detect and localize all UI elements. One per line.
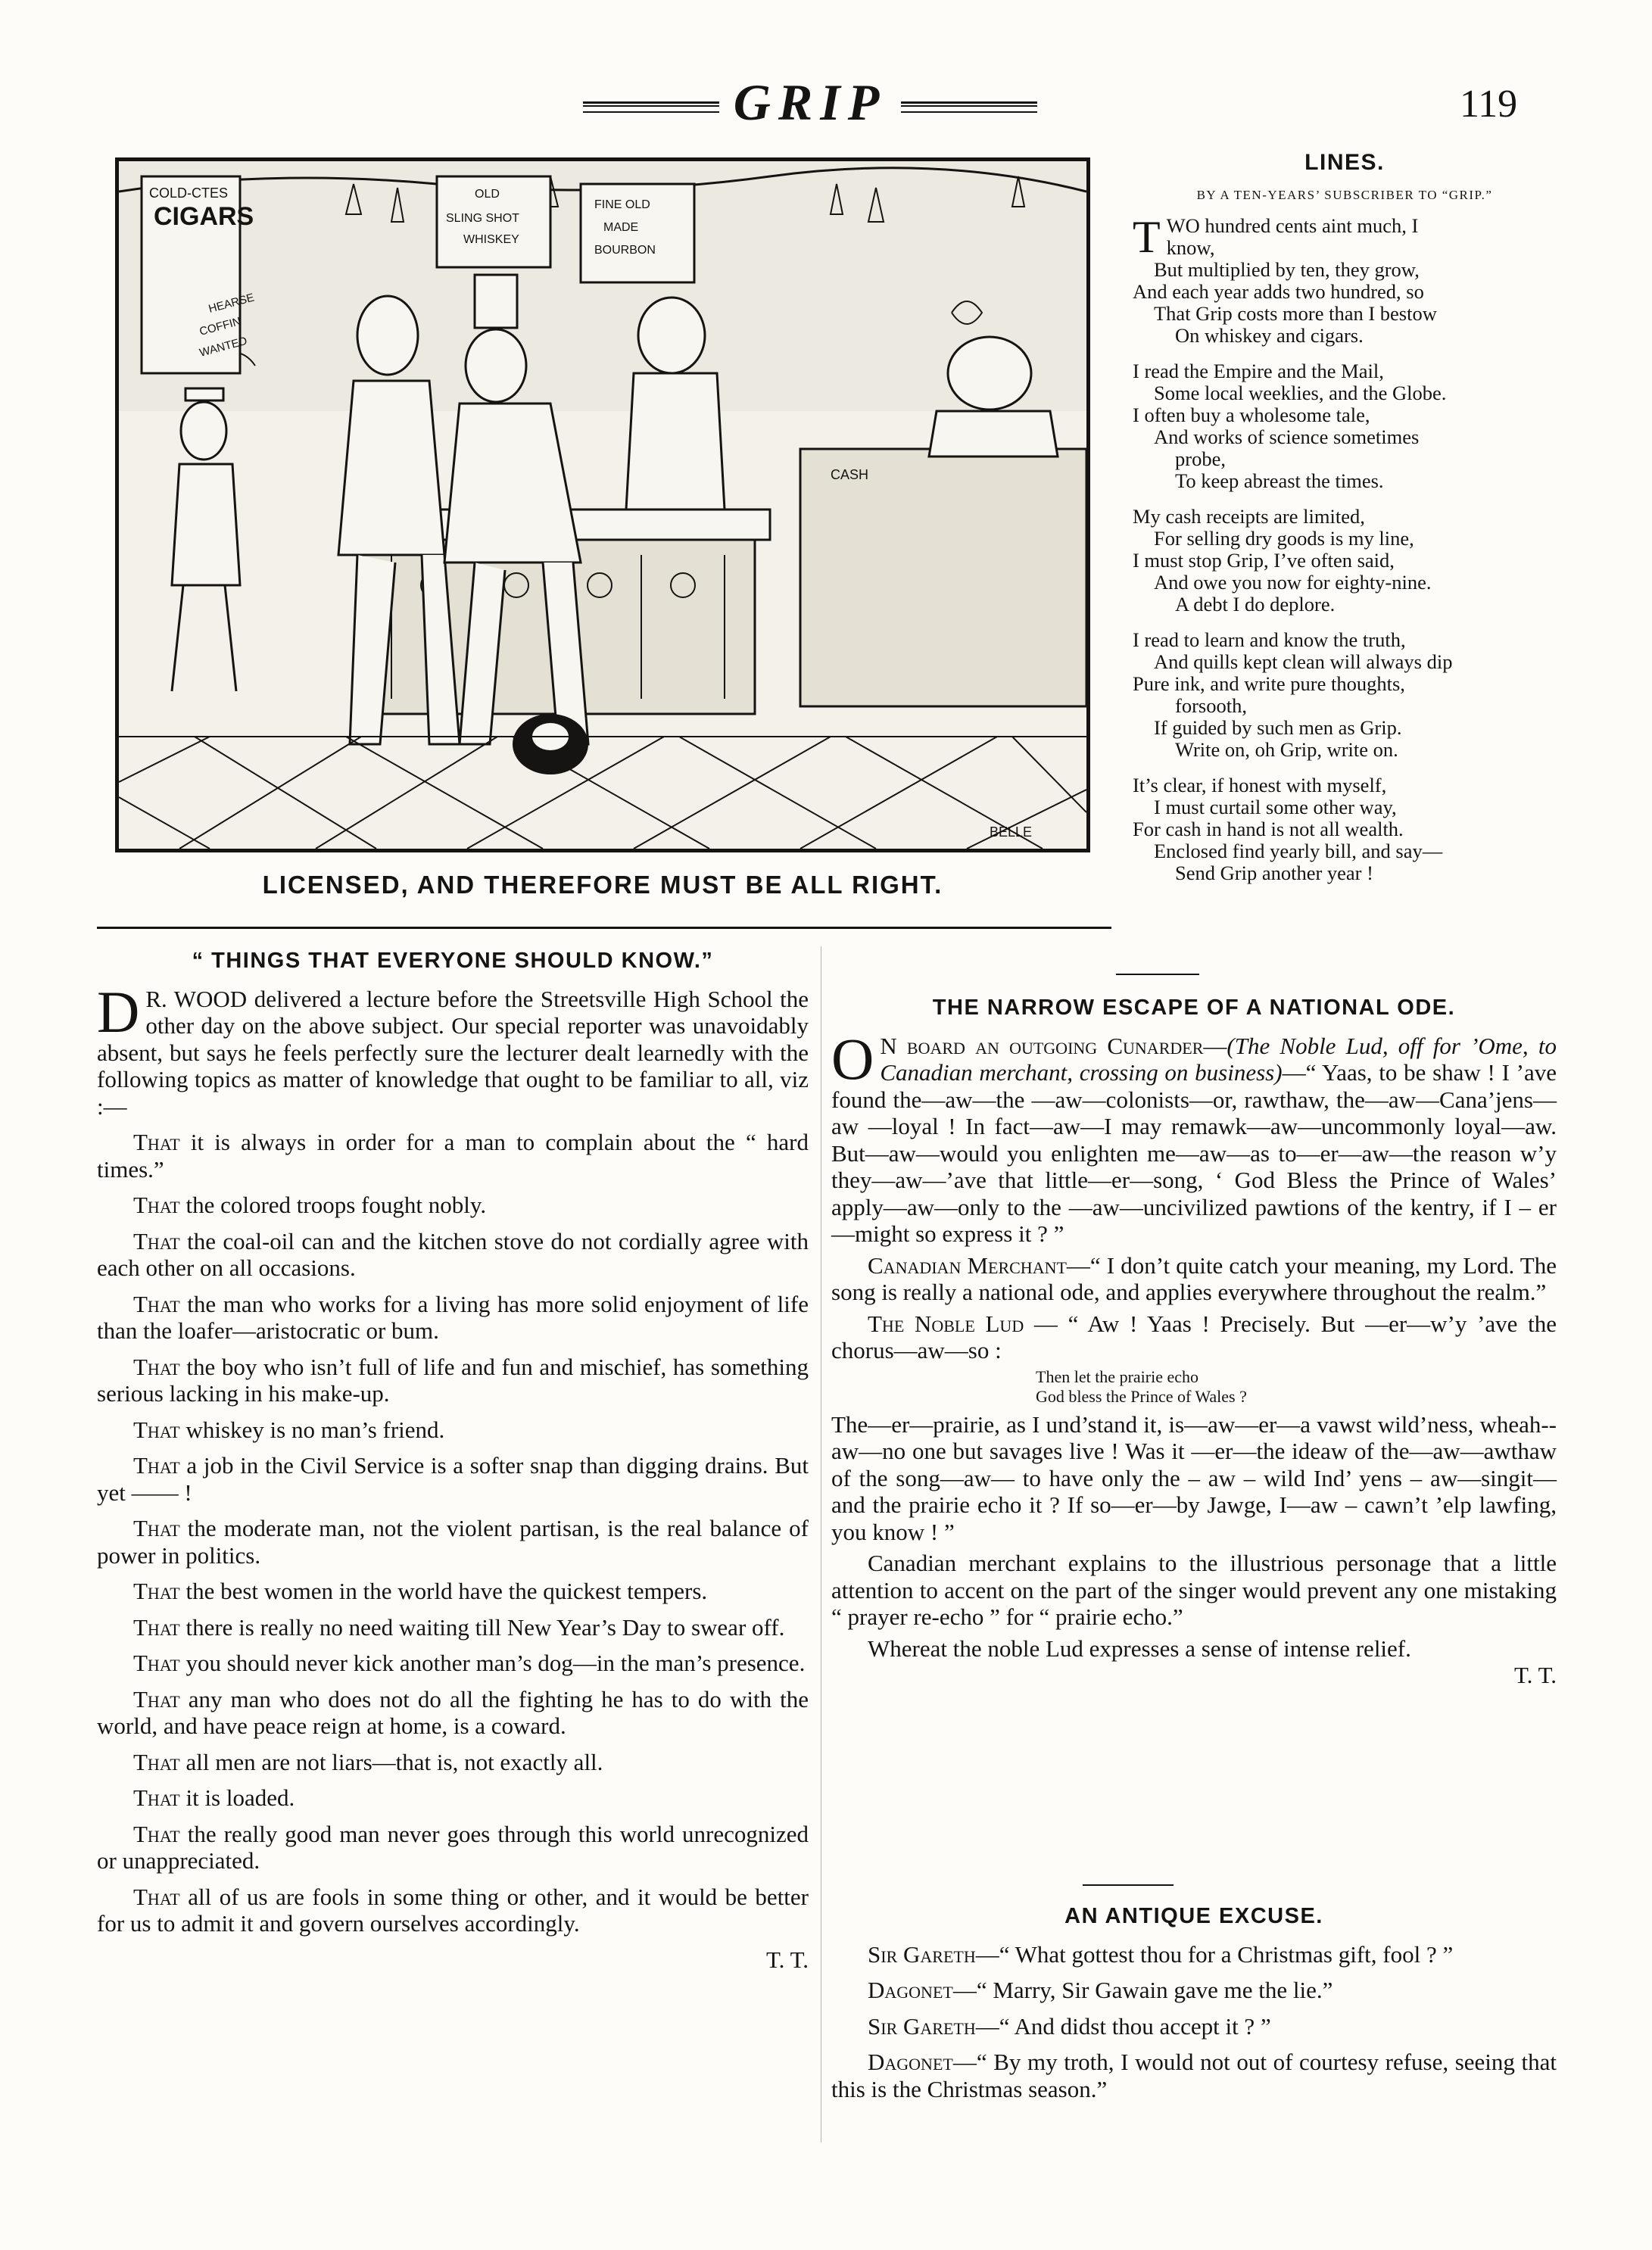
- things-item-lead: That: [133, 1416, 180, 1443]
- lines-verse-line: If guided by such men as Grip.: [1154, 716, 1402, 739]
- excuse-text: —“ And didst thou accept it ? ”: [975, 2012, 1271, 2040]
- things-item-text: the coal-oil can and the kitchen stove do not cordially agree with each other on all occasions.: [97, 1227, 809, 1281]
- ode-p3-text: — “ Aw ! Yaas ! Precisely. But —er—w’y ’ave the chorus—aw—so :: [831, 1310, 1557, 1363]
- things-item-lead: That: [133, 1650, 180, 1676]
- ode-p3-lead: The Noble Lud: [868, 1310, 1024, 1337]
- lines-verse-line: WO hundred cents aint much, I: [1166, 214, 1419, 237]
- things-article: [97, 948, 809, 1973]
- excuse-line: [831, 2013, 1557, 2040]
- cash-counter: [800, 449, 1086, 706]
- lines-verse-line: I read to learn and know the truth,: [1133, 628, 1406, 651]
- excuse-speaker: Sir Gareth: [868, 2012, 976, 2040]
- lines-stanzas: [1133, 212, 1557, 884]
- lines-byline: BY A TEN-YEARS’ SUBSCRIBER TO “GRIP.”: [1196, 188, 1493, 202]
- things-item: [97, 1784, 809, 1812]
- ode-verse-line: Then let the prairie echo: [1036, 1367, 1199, 1386]
- things-item: [97, 1192, 809, 1219]
- excuse-line: [831, 1977, 1557, 2004]
- things-item-lead: That: [133, 1227, 180, 1254]
- things-item-text: it is always in order for a man to complain about the “ hard times.”: [97, 1129, 809, 1183]
- excuse-speaker: Dagonet: [868, 1977, 953, 2003]
- cartoon-caption: LICENSED, AND THEREFORE MUST BE ALL RIGHT.: [262, 871, 943, 899]
- things-item-text: the best women in the world have the quickest tempers.: [179, 1578, 708, 1604]
- things-item-lead: That: [133, 1452, 180, 1479]
- lines-verse-line: For cash in hand is not all wealth.: [1133, 818, 1404, 840]
- lines-verse-line: My cash receipts are limited,: [1133, 505, 1365, 528]
- things-item-text: the really good man never goes through this world unrecognized or unappreciated.: [97, 1820, 809, 1874]
- lines-verse-line: forsooth,: [1175, 694, 1247, 717]
- things-item: [97, 1452, 809, 1506]
- things-item: [97, 1129, 809, 1183]
- lines-verse-line: Send Grip another year !: [1175, 862, 1373, 884]
- cigars-sign-text-1: COLD-CTES: [149, 185, 229, 201]
- lines-verse-line: I read the Empire and the Mail,: [1133, 360, 1384, 382]
- lines-verse-line: I must stop Grip, I’ve often said,: [1133, 549, 1395, 572]
- lines-verse-line: Write on, oh Grip, write on.: [1175, 738, 1398, 761]
- bourbon-sign-text-1: FINE OLD: [594, 198, 650, 211]
- things-item: [97, 1650, 809, 1677]
- masthead-title: GRIP: [733, 73, 887, 131]
- things-item-text: all men are not liars—that is, not exactly all.: [179, 1748, 603, 1775]
- things-item: [97, 1291, 809, 1345]
- lines-verse-line: And works of science sometimes: [1154, 425, 1420, 448]
- ode-p2-text: —“ I don’t quite catch your meaning, my Lord. The song is really a national ode, and applies everywhere throughout the realm.”: [831, 1251, 1557, 1305]
- things-item-lead: That: [133, 1129, 180, 1155]
- excuse-dialogue: [831, 1941, 1557, 2103]
- ode-article: [831, 995, 1557, 1689]
- ode-paragraph-3: [831, 1310, 1557, 1364]
- things-item-lead: That: [133, 1578, 180, 1604]
- ode-paragraph-6: Whereat the noble Lud expresses a sense of intense relief.: [868, 1635, 1411, 1662]
- things-item-text: a job in the Civil Service is a softer snap than digging drains. But yet —— !: [97, 1452, 809, 1506]
- section-rule: [1083, 1884, 1174, 1886]
- things-item-text: the man who works for a living has more solid enjoyment of life than the loafer—aristocratic or bum.: [97, 1290, 809, 1344]
- excuse-speaker: Dagonet: [868, 2049, 953, 2075]
- hearse-sign-text-1: HEARSE: [207, 291, 256, 316]
- things-item-lead: That: [133, 1290, 180, 1317]
- excuse-text: —“ What gottest thou for a Christmas gift, fool ? ”: [975, 1940, 1454, 1968]
- lines-poem: [1133, 151, 1557, 898]
- lines-verse-line: Enclosed find yearly bill, and say—: [1154, 840, 1443, 862]
- things-item: [97, 1515, 809, 1569]
- lines-verse-line: Some local weeklies, and the Globe.: [1154, 382, 1447, 404]
- things-item-text: the boy who isn’t full of life and fun and mischief, has something serious lacking in his make-up.: [97, 1353, 809, 1407]
- things-intro: [97, 978, 809, 1120]
- things-item-lead: That: [133, 1748, 180, 1775]
- things-item: [97, 1228, 809, 1282]
- lines-verse-line: And owe you now for eighty-nine.: [1154, 571, 1432, 594]
- things-item-lead: That: [133, 1685, 180, 1712]
- cartoon-rule: [97, 927, 1111, 929]
- lines-stanza: [1133, 360, 1557, 492]
- lines-verse-line: know,: [1166, 236, 1215, 259]
- things-intro-text: R. WOOD delivered a lecture before the Streetsville High School the other day on the above subject. Our special reporter was unavoidably absent, but says he feels perfectly sure the lecturer dealt learnedly with the following topics as matter of knowledge that ought to be familiar to all, viz :—: [97, 985, 809, 1120]
- excuse-speaker: Sir Gareth: [868, 1940, 976, 1968]
- masthead: [553, 73, 1068, 133]
- excuse-article: [831, 1903, 1557, 2111]
- lines-stanza: [1133, 506, 1557, 615]
- whiskey-sign-text-1: OLD: [475, 188, 500, 201]
- lines-verse-line: Pure ink, and write pure thoughts,: [1133, 672, 1405, 695]
- bourbon-sign-text-2: MADE: [603, 221, 639, 234]
- ode-signature: T. T.: [1514, 1662, 1557, 1688]
- lines-verse-line: It’s clear, if honest with myself,: [1133, 774, 1387, 796]
- hearse-sign-text-3: WANTED: [198, 334, 249, 360]
- lines-dropcap: T: [1133, 212, 1161, 262]
- excuse-text: —“ By my troth, I would not out of courtesy refuse, seeing that this is the Christmas season.”: [831, 2049, 1557, 2102]
- ode-paragraph-4: The—er—prairie, as I und’stand it, is—aw—er—a vawst wild’ness, wheah--aw—no one but savages live ! Was it —er—the ideaw of the—aw—awthaw of the song—aw— to have only the – aw – wild Ind’ yens – aw—singit—and the prairie echo it ? If so—er—by Jawge, I—aw – cawn’t ’elp lawfing, you know ! ”: [831, 1410, 1557, 1545]
- things-item: [97, 1821, 809, 1874]
- things-item-lead: That: [133, 1820, 180, 1847]
- things-item: [97, 1884, 809, 1937]
- things-item: [97, 1354, 809, 1407]
- lines-stanza: [1133, 629, 1557, 761]
- cash-sign-text: CASH: [831, 467, 869, 482]
- things-item: [97, 1614, 809, 1641]
- things-item-lead: That: [133, 1192, 180, 1218]
- things-item-text: all of us are fools in some thing or other, and it would be better for us to admit it and govern ourselves accordingly.: [97, 1883, 809, 1937]
- lines-verse-line: And quills kept clean will always dip: [1154, 650, 1453, 673]
- cartoon-drawing: [119, 161, 1086, 849]
- things-title: “ THINGS THAT EVERYONE SHOULD KNOW.”: [192, 949, 714, 973]
- things-item-lead: That: [133, 1613, 180, 1641]
- things-item-text: the moderate man, not the violent partisan, is the real balance of power in politics.: [97, 1515, 809, 1569]
- ode-paragraph-2: [831, 1252, 1557, 1306]
- things-item-text: you should never kick another man’s dog—in the man’s presence.: [179, 1650, 806, 1676]
- things-item-text: any man who does not do all the fighting he has to do with the world, and have peace reign at home, is a coward.: [97, 1685, 809, 1739]
- whiskey-sign-text-3: WHISKEY: [463, 233, 519, 246]
- lines-stanza: [1133, 212, 1557, 347]
- lines-verse-line: probe,: [1175, 447, 1226, 470]
- artist-signature: BELLE: [990, 824, 1033, 840]
- lines-verse-line: I often buy a wholesome tale,: [1133, 404, 1370, 426]
- lines-stanza: [1133, 774, 1557, 884]
- lines-verse-line: For selling dry goods is my line,: [1154, 527, 1414, 550]
- ode-verse-line: God bless the Prince of Wales ?: [1036, 1386, 1247, 1406]
- things-item-lead: That: [133, 1353, 180, 1380]
- ode-dropcap: O: [831, 1025, 874, 1092]
- masthead-rule-right: [901, 101, 1037, 113]
- lines-verse-line: I must curtail some other way,: [1154, 796, 1397, 818]
- things-item: [97, 1749, 809, 1776]
- excuse-line: [831, 1941, 1557, 1968]
- things-item-lead: That: [133, 1883, 180, 1910]
- lines-title: LINES.: [1304, 150, 1385, 175]
- section-rule: [1116, 974, 1199, 975]
- ode-paragraph-5: Canadian merchant explains to the illustrious personage that a little attention to accent on the part of the singer would prevent any one mistaking “ prayer re-echo ” for “ prairie echo.”: [831, 1550, 1557, 1630]
- ode-p2-lead: Canadian Merchant: [868, 1251, 1067, 1279]
- ode-verse: [831, 1367, 1557, 1407]
- things-item-text: it is loaded.: [179, 1784, 295, 1811]
- cartoon-illustration: [115, 157, 1090, 852]
- lines-verse-line: That Grip costs more than I bestow: [1154, 302, 1437, 325]
- excuse-text: —“ Marry, Sir Gawain gave me the lie.”: [952, 1977, 1333, 2003]
- hearse-sign-text-2: COFFIN: [198, 314, 242, 338]
- excuse-title: AN ANTIQUE EXCUSE.: [1064, 1904, 1323, 1928]
- ode-p1-italic: (The Noble Lud, off for ’Ome, to Canadian merchant, crossing on business): [880, 1032, 1557, 1086]
- excuse-line: [831, 2049, 1557, 2102]
- things-item: [97, 1686, 809, 1740]
- ode-title: THE NARROW ESCAPE OF A NATIONAL ODE.: [932, 996, 1456, 1020]
- things-item-text: whiskey is no man’s friend.: [179, 1416, 445, 1443]
- things-item: [97, 1578, 809, 1605]
- ode-p1-lead: N board an outgoing Cunarder—: [880, 1032, 1227, 1059]
- lines-verse-line: On whiskey and cigars.: [1175, 324, 1364, 347]
- lines-verse-line: And each year adds two hundred, so: [1133, 280, 1424, 303]
- ode-paragraph-1: [831, 1025, 1557, 1248]
- things-dropcap: D: [97, 978, 140, 1045]
- bourbon-sign-text-3: BOURBON: [594, 244, 656, 257]
- things-item-lead: That: [133, 1784, 180, 1811]
- cigars-sign-text-2: CIGARS: [154, 202, 254, 231]
- page-number: 119: [1460, 83, 1518, 126]
- lines-verse-line: But multiplied by ten, they grow,: [1154, 258, 1420, 281]
- whiskey-sign-text-2: SLING SHOT: [446, 212, 519, 225]
- things-list: [97, 1129, 809, 1937]
- things-item-text: there is really no need waiting till New Year’s Day to swear off.: [179, 1613, 785, 1641]
- lines-verse-line: To keep abreast the times.: [1175, 469, 1384, 492]
- lines-verse-line: A debt I do deplore.: [1175, 593, 1336, 615]
- things-item-text: the colored troops fought nobly.: [179, 1192, 487, 1218]
- things-signature: T. T.: [766, 1946, 809, 1973]
- things-item: [97, 1416, 809, 1444]
- ode-p1-text: —“ Yaas, to be shaw ! I ’ave found the—aw—the —aw—colonists—or, rawthaw, the—aw—Cana’jens—aw —loyal ! In fact—aw—I may remawk—aw—uncommonly loyal—aw. But—aw—would you enlighten me—aw—as to—er—aw—the reason w’y they—aw—’ave that little—er—song, ‘ God Bless the Prince of Wales’ apply—aw—only to the —aw—uncivilized pawtions of the kentry, if I – er—might so express it ? ”: [831, 1059, 1557, 1247]
- things-item-lead: That: [133, 1515, 180, 1541]
